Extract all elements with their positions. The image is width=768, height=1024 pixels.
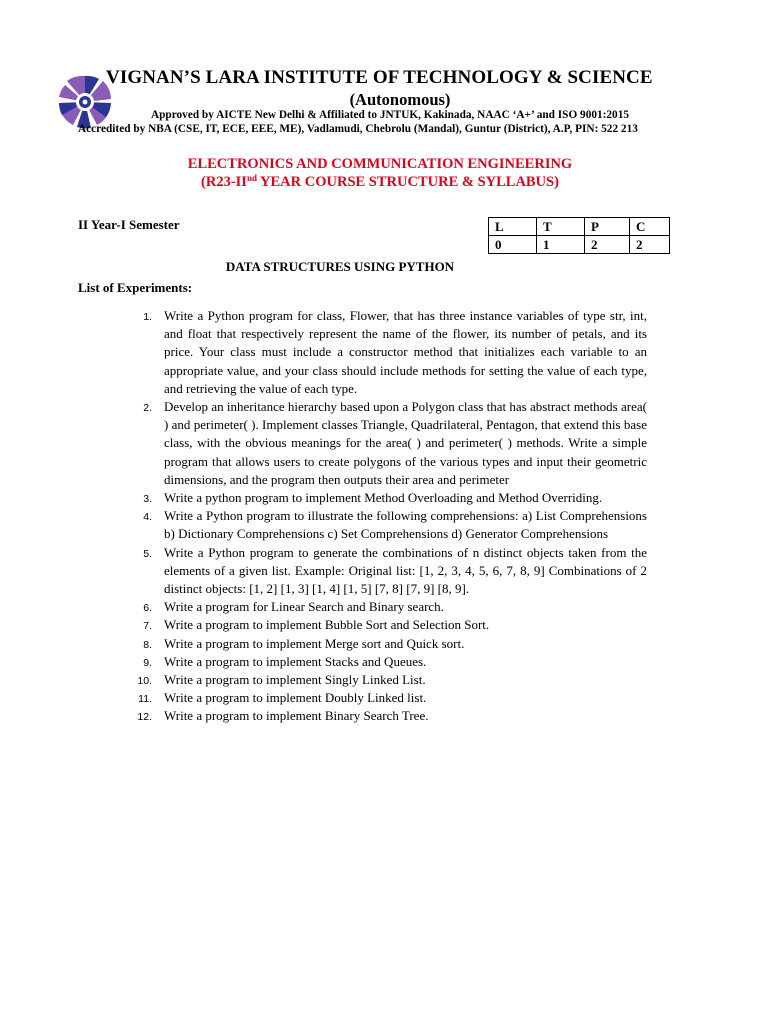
list-item-number: 10. (137, 675, 152, 688)
list-item-number: 5. (143, 547, 152, 560)
approval-line: Approved by AICTE New Delhi & Affiliated to JNTUK, Kakinada, NAAC ‘A+’ and ISO 9001:2015 (150, 109, 630, 121)
course-structure-superscript: nd (246, 173, 257, 183)
list-item-number: 6. (143, 602, 152, 615)
ltpc-header-p: P (585, 218, 630, 236)
list-item-text: Develop an inheritance hierarchy based upon a Polygon class that has abstract methods area( ) and perimeter( ). Implement classes Triangle, Quadrilateral, Pentagon, that extend this base class, with the obvious meanings for the area( ) and perimeter( ) methods. Write a simple program that allows users to create polygons of the various types and input their geometric dimensions, and the program then outputs their area and perimeter (164, 399, 647, 487)
ltpc-value-row (489, 236, 670, 254)
institute-name: VIGNAN’S LARA INSTITUTE OF TECHNOLOGY & SCIENCE (106, 67, 653, 88)
ltpc-value-t: 1 (537, 236, 585, 254)
list-item-number: 11. (138, 693, 152, 706)
list-item-text: Write a Python program to illustrate the following comprehensions: a) List Comprehensions b) Dictionary Comprehensions c) Set Comprehensions d) Generator Comprehensions (164, 508, 647, 542)
list-item (0, 307, 768, 398)
ltpc-value-p: 2 (585, 236, 630, 254)
list-item-number: 8. (143, 638, 152, 651)
list-item-text: Write a program to implement Bubble Sort and Selection Sort. (164, 617, 490, 633)
list-item-number: 3. (143, 493, 152, 506)
list-heading: List of Experiments: (78, 280, 193, 295)
list-item (0, 398, 768, 489)
list-item (0, 671, 768, 689)
list-item (0, 635, 768, 653)
list-item-text: Write a program to implement Doubly Linked list. (164, 690, 427, 706)
ltpc-header-c: C (630, 218, 670, 236)
accreditation-line: Accredited by NBA (CSE, IT, ECE, EEE, ME), Vadlamudi, Chebrolu (Mandal), Guntur (District), A.P, PIN: 522 213 (78, 123, 638, 135)
list-item-number: 2. (143, 402, 152, 415)
ltpc-table (488, 217, 670, 254)
semester-label: II Year-I Semester (78, 217, 180, 232)
ltpc-value-l: 0 (489, 236, 537, 254)
list-item (0, 653, 768, 671)
list-item-text: Write a program to implement Binary Search Tree. (164, 708, 429, 724)
list-item-text: Write a python program to implement Method Overloading and Method Overriding. (164, 490, 603, 506)
list-item (0, 544, 768, 599)
list-item-text: Write a Python program to generate the combinations of n distinct objects taken from the elements of a given list. Example: Original list: [1, 2, 3, 4, 5, 6, 7, 8, 9] Combinations of 2 distinct objects: [1, 2] [1, 3] [1, 4] [1, 5] [7, 8] [7, 9] [8, 9]. (164, 544, 647, 597)
list-item-number: 9. (143, 656, 152, 669)
list-item-number: 4. (143, 511, 152, 524)
subject-title: DATA STRUCTURES USING PYTHON (225, 259, 455, 274)
list-item-text: Write a program to implement Stacks and Queues. (164, 653, 427, 669)
list-item-text: Write a Python program for class, Flower, that has three instance variables of type str, int, and float that respectively represent the name of the flower, its number of petals, and its price. Your class must include a constructor method that initializes each variable to an appropriate value, and your class should include methods for setting the value of each type, and retrieving the value of each type. (164, 308, 647, 396)
ltpc-header-l: L (489, 218, 537, 236)
course-structure-title (0, 174, 760, 191)
ltpc-value-c: 2 (630, 236, 670, 254)
list-item-text: Write a program to implement Merge sort and Quick sort. (164, 635, 465, 651)
list-item (0, 489, 768, 507)
department-title: ELECTRONICS AND COMMUNICATION ENGINEERING (187, 156, 573, 172)
list-item (0, 689, 768, 707)
autonomous-label: (Autonomous) (349, 90, 451, 109)
list-item-text: Write a program for Linear Search and Binary search. (164, 599, 444, 615)
list-item-text: Write a program to implement Singly Linked List. (164, 672, 426, 688)
ltpc-header-row (489, 218, 670, 236)
list-item-number: 7. (143, 620, 152, 633)
course-structure-suffix: YEAR COURSE STRUCTURE & SYLLABUS) (256, 174, 559, 190)
list-item (0, 598, 768, 616)
list-item-number: 1. (143, 311, 152, 323)
experiment-list (0, 307, 768, 726)
list-item (0, 507, 768, 543)
course-structure-prefix: (R23-II (201, 174, 247, 190)
list-item (0, 616, 768, 634)
ltpc-header-t: T (537, 218, 585, 236)
list-item (0, 707, 768, 725)
list-item-number: 12. (137, 711, 152, 724)
